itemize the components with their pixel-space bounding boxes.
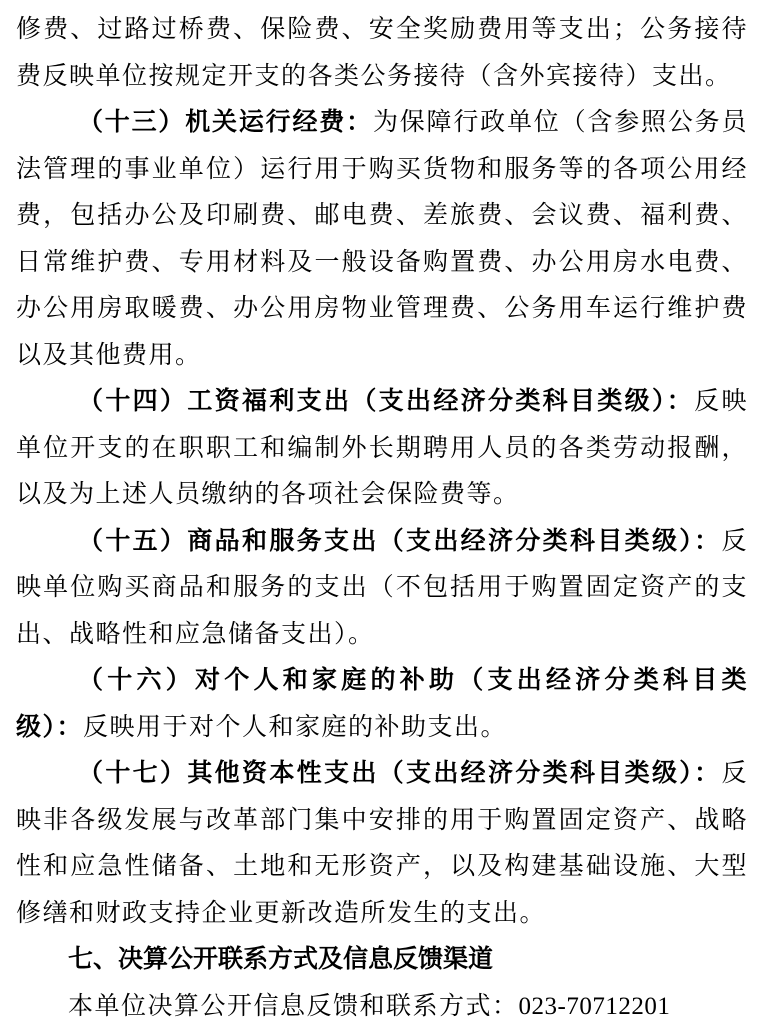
paragraph-item-14 [16, 378, 748, 518]
item-title: （十四）工资福利支出（支出经济分类科目类级）： [78, 386, 694, 415]
item-text: 反映单位开支的在职职工和编制外长期聘用人员的各类劳动报酬，以及为上述人员缴纳的各项社会保险费等。 [16, 386, 748, 508]
contact-phone: 023-70712201 [519, 993, 671, 1020]
item-text: 反映单位购买商品和服务的支出（不包括用于购置固定资产的支出、战略性和应急储备支出）。 [16, 526, 748, 648]
paragraph-item-13 [16, 99, 748, 378]
paragraph-continuation [16, 6, 748, 99]
contact-line [16, 983, 748, 1030]
paragraph-item-16 [16, 657, 748, 750]
paragraph-item-15 [16, 518, 748, 658]
item-text: 反映用于对个人和家庭的补助支出。 [83, 712, 507, 741]
paragraph-text: 修费、过路过桥费、保险费、安全奖励费用等支出；公务接待费反映单位按规定开支的各类公务接待（含外宾接待）支出。 [16, 14, 748, 90]
item-title: （十七）其他资本性支出（支出经济分类科目类级）： [78, 758, 721, 787]
item-text: 反映非各级发展与改革部门集中安排的用于购置固定资产、战略性和应急性储备、土地和无形资产，以及构建基础设施、大型修缮和财政支持企业更新改造所发生的支出。 [16, 758, 748, 927]
item-text: 为保障行政单位（含参照公务员法管理的事业单位）运行用于购买货物和服务等的各项公用经费，包括办公及印刷费、邮电费、差旅费、会议费、福利费、日常维护费、专用材料及一般设备购置费、办公用房水电费、办公用房取暖费、办公用房物业管理费、公务用车运行维护费以及其他费用。 [16, 107, 748, 369]
paragraph-item-17 [16, 750, 748, 936]
section-heading: 七、决算公开联系方式及信息反馈渠道 [16, 936, 748, 983]
item-title: （十三）机关运行经费： [78, 107, 373, 136]
item-title: （十六）对个人和家庭的补助（支出经济分类科目类级）： [16, 665, 748, 741]
document-page [16, 6, 748, 1030]
contact-label: 本单位决算公开信息反馈和联系方式： [68, 991, 519, 1020]
item-title: （十五）商品和服务支出（支出经济分类科目类级）： [78, 526, 721, 555]
